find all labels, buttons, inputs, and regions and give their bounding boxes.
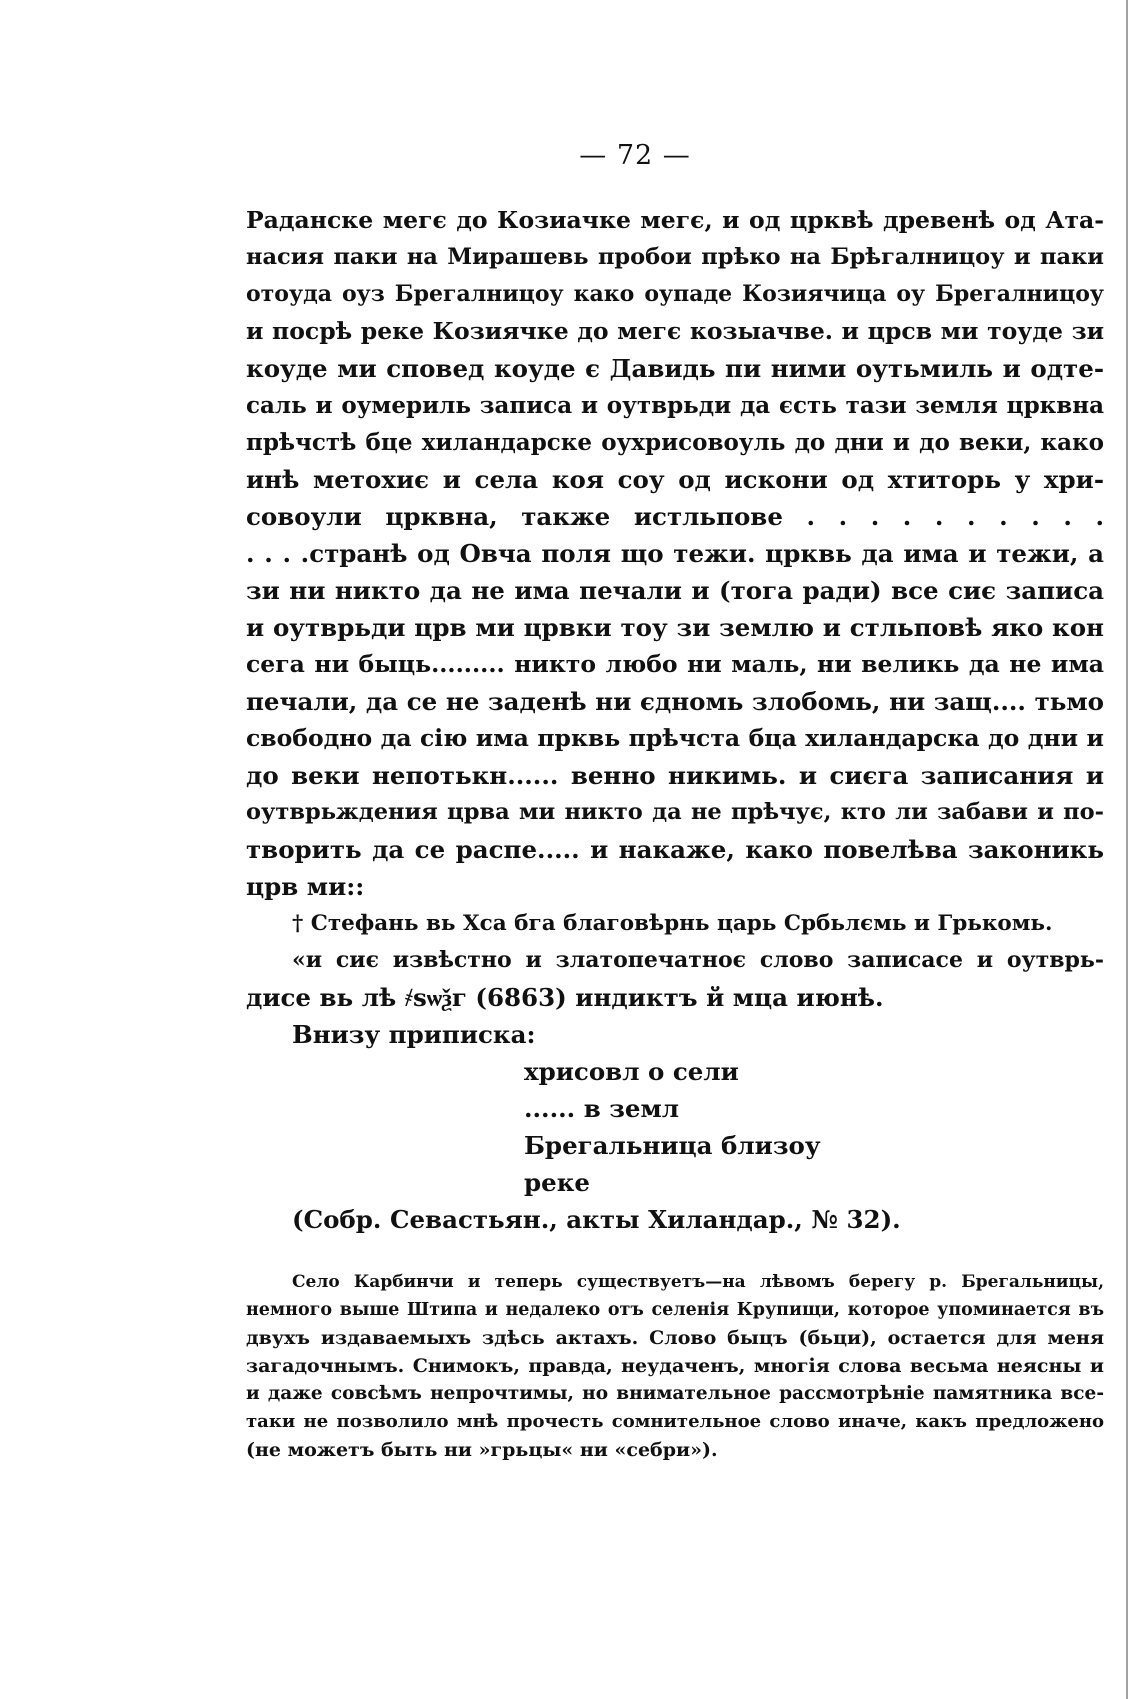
text-line: свободно да сію има прквь прѣчста бца хиландарска до дни и	[246, 724, 1104, 752]
inscription-line: хрисовл о сели	[524, 1057, 739, 1086]
footnote-line: двухъ издаваемыхъ здѣсь актахъ. Слово быцъ (бьци), остается для меня	[246, 1327, 1104, 1349]
page-edge-rule	[1126, 0, 1128, 1699]
text-line: отоуда оуз Брегалницоу како оупаде Козиячица оу Брегалницоу	[246, 281, 1104, 307]
text-line: инѣ метохиє и села коя соу од искони од хтиторь у хри-	[246, 465, 1104, 494]
inscription-block	[246, 1053, 1104, 1201]
signature-line: † Стефань вь Хса бга благовѣрнь царь Србьлємь и Грькомь.	[292, 911, 1053, 936]
text-line: оутврьждения црва ми никто да не прѣчує, кто ли забави и по-	[246, 799, 1104, 825]
text-line: сега ни быць......... никто любо ни маль, ни великь да не има	[246, 650, 1104, 678]
footnote-line: Село Карбинчи и теперь существуетъ—на лѣвомъ берегу р. Брегальницы,	[292, 1272, 1104, 1292]
text-line: до веки непотькн...... венно никимь. и сиєга записания и	[246, 761, 1104, 790]
inscription-line: реке	[524, 1168, 590, 1197]
text-line: печали, да се не заденѣ ни єдномь злобомь, ни защ.... тьмо	[246, 687, 1104, 716]
footnote	[246, 1268, 1104, 1464]
footnote-line: загадочнымъ. Снимокъ, правда, неудаченъ, многія слова весьма неясны и	[246, 1355, 1104, 1377]
text-line: зи ни никто да не има печали и (тога ради) все сиє записа	[246, 576, 1104, 605]
text-line: творить да се распе..... и накаже, како повелѣва законикь	[246, 835, 1104, 864]
text-line: црв ми::	[246, 872, 365, 901]
text-line: прѣчстѣ бце хиландарске оухрисовоуль до дни и до веки, како	[246, 429, 1104, 456]
inscription-intro: Внизу приписка:	[292, 1020, 536, 1049]
text-line: . . . .странѣ од Овча поля що тежи. црквь да има и тежи, а	[246, 539, 1104, 568]
dating-line: дисе вь лѣ ҂ѕѡѯг (6863) индиктъ й мца июнѣ.	[246, 983, 884, 1012]
text-line: саль и оумериль записа и оутврьди да єсть тази земля црквна	[246, 392, 1104, 419]
inscription-line: ...... в земл	[524, 1094, 680, 1123]
text-line: Раданске мегє до Козиачке мегє, и од црквѣ древенѣ од Ата-	[246, 206, 1104, 234]
text-line: и оутврьди црв ми црвки тоу зи землю и стльповѣ яко кон	[246, 613, 1104, 642]
text-line: насия паки на Мирашевь пробои прѣко на Брѣгалницоу и паки	[246, 244, 1104, 270]
footnote-line: немного выше Штипа и недалеко отъ селенія Крупищи, которое упоминается въ	[246, 1300, 1104, 1320]
footnote-line: и даже совсѣмъ непрочтимы, но внимательное рассмотрѣніе памятника все-	[246, 1383, 1104, 1404]
footnote-line: (не можетъ быть ни »грьцы« ни «себри»).	[246, 1439, 718, 1461]
charter-text	[246, 202, 1104, 1238]
footnote-line: таки не позволило мнѣ прочесть сомнительное слово иначе, какъ предложено	[246, 1411, 1104, 1432]
text-line: и посрѣ реке Козиячке до мегє козыачве. и црсв ми тоуде зи	[246, 317, 1104, 345]
page-number: — 72 —	[579, 140, 691, 171]
dating-line: «и сиє извѣстно и златопечатноє слово записасе и оутврь-	[292, 947, 1104, 973]
source-note: (Собр. Севастьян., акты Хиландар., № 32).	[292, 1205, 901, 1234]
inscription-line: Брегальница близоу	[524, 1131, 821, 1160]
text-line: коуде ми сповед коуде є Давидь пи ними оутьмиль и одте-	[246, 354, 1104, 383]
text-line: совоули црквна, также истльпове . . . . . . . . . .	[246, 502, 1104, 531]
